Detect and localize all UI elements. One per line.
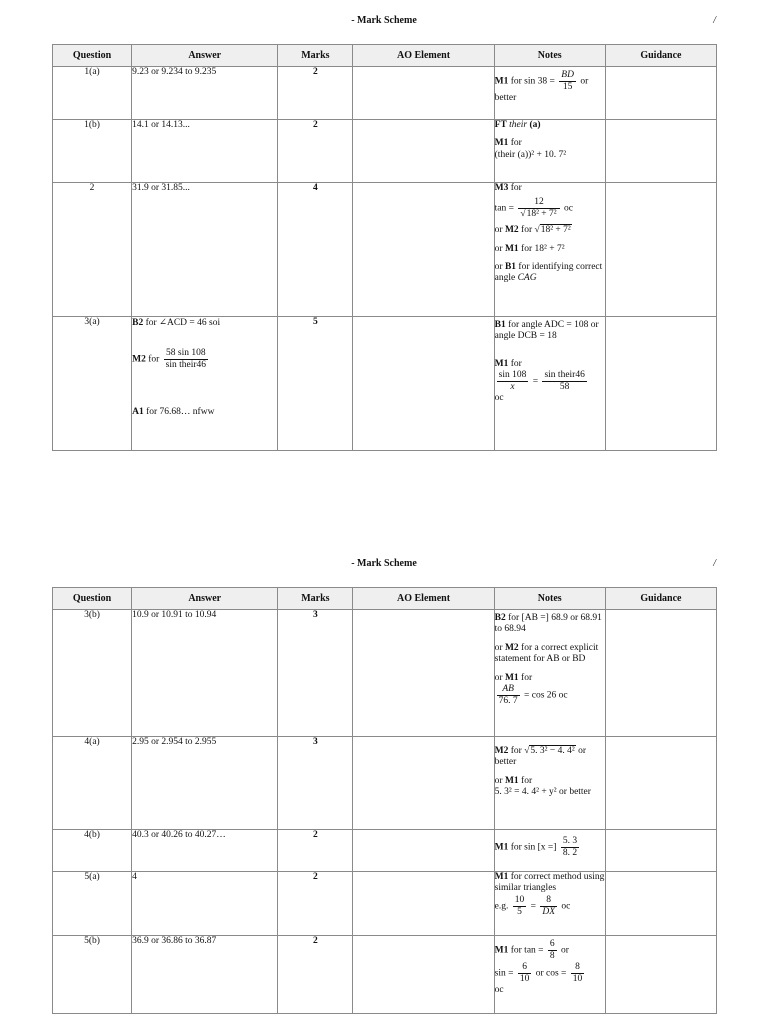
page-mark: / — [713, 558, 716, 569]
col-ao-element: AO Element — [353, 588, 494, 610]
question-cell: 3(a) — [53, 317, 132, 451]
question-cell: 5(a) — [53, 872, 132, 936]
ao-cell — [353, 183, 494, 317]
guidance-cell — [605, 830, 716, 872]
guidance-cell — [605, 610, 716, 737]
mark-scheme-table-1 — [52, 44, 717, 451]
col-question: Question — [53, 588, 132, 610]
page-title: - Mark Scheme — [351, 558, 417, 569]
col-marks: Marks — [278, 45, 353, 67]
marks-cell: 4 — [278, 183, 353, 317]
notes-cell: M2 for √5. 3² − 4. 4² or better or M1 for 5. 3² = 4. 4² + y² or better — [494, 737, 605, 830]
ao-cell — [353, 120, 494, 183]
table-header-row — [53, 588, 717, 610]
question-cell: 1(b) — [53, 120, 132, 183]
marks-cell: 3 — [278, 610, 353, 737]
marks-cell: 5 — [278, 317, 353, 451]
notes-cell: FT their (a) M1 for (their (a))² + 10. 7² — [494, 120, 605, 183]
notes-cell: M1 for sin [x =] $\frac{5. 3}{8. 2}$ — [494, 830, 605, 872]
col-guidance: Guidance — [605, 45, 716, 67]
notes-cell: B2 for [AB =] 68.9 or 68.91 to 68.94 or M2 for a correct explicit statement for AB or BD or M1 for $\frac{AB}{76. 7}$ = cos 26 oc — [494, 610, 605, 737]
question-cell: 5(b) — [53, 936, 132, 1014]
marks-cell: 2 — [278, 830, 353, 872]
answer-cell: 10.9 or 10.91 to 10.94 — [132, 610, 278, 737]
answer-cell: 31.9 or 31.85... — [132, 183, 278, 317]
guidance-cell — [605, 317, 716, 451]
ao-cell — [353, 830, 494, 872]
col-answer: Answer — [132, 45, 278, 67]
question-cell: 4(a) — [53, 737, 132, 830]
table-row — [53, 872, 717, 936]
marks-cell: 2 — [278, 67, 353, 120]
col-marks: Marks — [278, 588, 353, 610]
table-row — [53, 183, 717, 317]
marks-cell: 2 — [278, 936, 353, 1014]
table-row — [53, 737, 717, 830]
ao-cell — [353, 936, 494, 1014]
page-mark: / — [713, 15, 716, 26]
answer-cell: 4 — [132, 872, 278, 936]
col-notes: Notes — [494, 45, 605, 67]
marks-cell: 2 — [278, 120, 353, 183]
table-row — [53, 830, 717, 872]
guidance-cell — [605, 936, 716, 1014]
mark-scheme-table-2 — [52, 587, 717, 1014]
col-notes: Notes — [494, 588, 605, 610]
notes-cell: M1 for sin 38 = $\frac{BD}{15}$ or better — [494, 67, 605, 120]
question-cell: 1(a) — [53, 67, 132, 120]
table-row — [53, 67, 717, 120]
notes-cell: M1 for tan = $\frac{6}{8}$ or sin = $\frac{6}{10}$ or cos = $\frac{8}{10}$ oc — [494, 936, 605, 1014]
ao-cell — [353, 872, 494, 936]
table-row — [53, 936, 717, 1014]
answer-cell: B2 for ∠ACD = 46 soi M2 for $\frac{58 \sin 108}{\text{sin their46}}$ A1 for 76.68… nfww — [132, 317, 278, 451]
marks-cell: 3 — [278, 737, 353, 830]
table-header-row — [53, 45, 717, 67]
ao-cell — [353, 67, 494, 120]
ao-cell — [353, 737, 494, 830]
page-header-2 — [0, 558, 768, 572]
marks-cell: 2 — [278, 872, 353, 936]
notes-cell: M1 for correct method using similar triangles e.g. $\frac{10}{5}$ = $\frac{8}{DX}$ oc — [494, 872, 605, 936]
question-cell: 3(b) — [53, 610, 132, 737]
page-title: - Mark Scheme — [351, 15, 417, 26]
table-row — [53, 317, 717, 451]
table-row — [53, 120, 717, 183]
answer-cell: 2.95 or 2.954 to 2.955 — [132, 737, 278, 830]
guidance-cell — [605, 872, 716, 936]
answer-cell: 14.1 or 14.13... — [132, 120, 278, 183]
guidance-cell — [605, 120, 716, 183]
page-header-1 — [0, 15, 768, 29]
guidance-cell — [605, 183, 716, 317]
guidance-cell — [605, 67, 716, 120]
answer-cell: 36.9 or 36.86 to 36.87 — [132, 936, 278, 1014]
col-answer: Answer — [132, 588, 278, 610]
question-cell: 2 — [53, 183, 132, 317]
question-cell: 4(b) — [53, 830, 132, 872]
notes-cell: M3 for tan = $\frac{12}{\text{√18² + 7²}}$ oc or M2 for √18² + 7² or M1 for 18² + 7² or B1 for identifying correct angle CAG — [494, 183, 605, 317]
guidance-cell — [605, 737, 716, 830]
notes-cell: B1 for angle ADC = 108 or angle DCB = 18 M1 for $\frac{\sin 108}{x}$ = $\frac{\text{sin their46}}{58}$ oc — [494, 317, 605, 451]
ao-cell — [353, 317, 494, 451]
col-ao-element: AO Element — [353, 45, 494, 67]
answer-cell: 40.3 or 40.26 to 40.27… — [132, 830, 278, 872]
answer-cell: 9.23 or 9.234 to 9.235 — [132, 67, 278, 120]
table-row — [53, 610, 717, 737]
col-guidance: Guidance — [605, 588, 716, 610]
ao-cell — [353, 610, 494, 737]
col-question: Question — [53, 45, 132, 67]
